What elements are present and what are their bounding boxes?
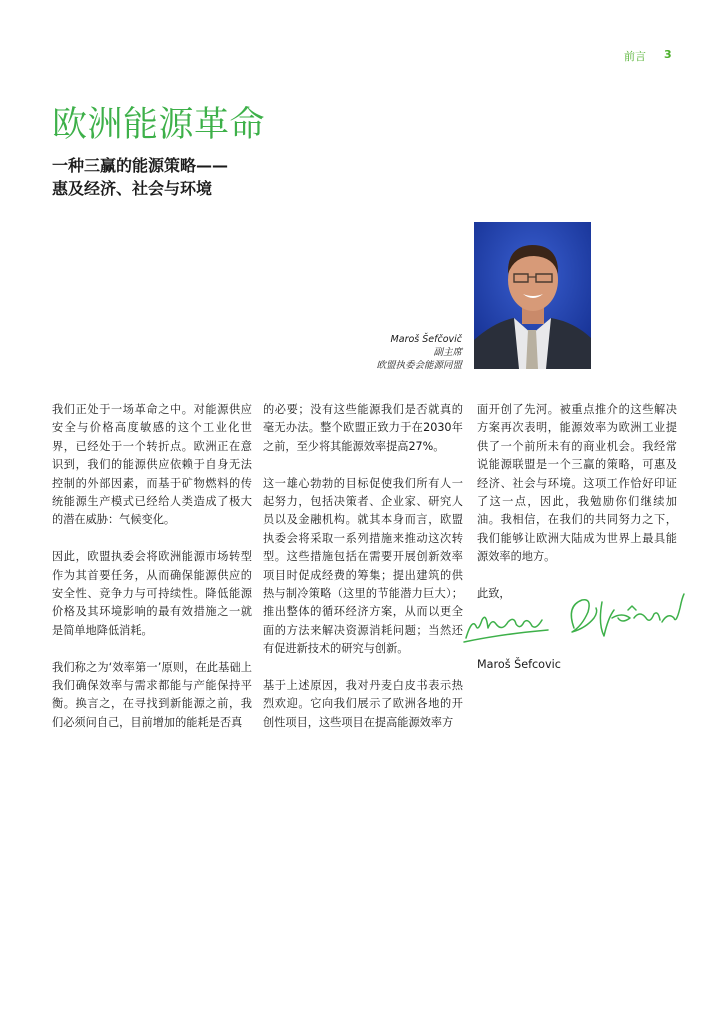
body-column-1 [52, 401, 252, 751]
subtitle-line: 惠及经济、社会与环境 [52, 179, 213, 198]
paragraph: 我们称之为‘效率第一’原则，在此基础上我们确保效率与需求都能与产能保持平衡。换言之，在寻找到新能源之前，我们必须问自己，目前增加的能耗是否真 [52, 660, 252, 729]
caption-role: 副主席 [433, 347, 462, 358]
section-label: 前言 [624, 50, 646, 63]
subtitle-line: 一种三赢的能源策略—— [52, 156, 229, 175]
body-column-2 [263, 401, 463, 751]
paragraph: 面开创了先河。被重点推介的这些解决方案再次表明，能源效率为欧洲工业提供了一个前所未有的商业机会。我经常说能源联盟是一个三赢的策略，可惠及经济、社会与环境。这项工作恰好印证了这一点，因此，我勉励你们继续加油。我相信，在我们的共同努力之下，我们能够让欧洲大陆成为世界上最具能源效率的地方。 [477, 403, 677, 564]
signature-name: Maroš Šefcovic [477, 658, 561, 671]
handwritten-signature [462, 588, 694, 648]
caption-org: 欧盟执委会能源同盟 [376, 360, 462, 371]
paragraph: 我们正处于一场革命之中。对能源供应安全与价格高度敏感的这个工业化世界，已经处于一个转折点。欧洲正在意识到，我们的能源供应依赖于自身无法控制的外部因素，而基于矿物燃料的传统能源生产模式已经给人类造成了极大的潜在威胁：气候变化。 [52, 403, 252, 527]
page-title: 欧洲能源革命 [52, 105, 266, 145]
paragraph: 这一雄心勃勃的目标促使我们所有人一起努力，包括决策者、企业家、研究人员以及金融机构。就其本身而言，欧盟执委会将采取一系列措施来推动这次转型。这些措施包括在需要开展创新效率项目时促成经费的筹集；提出建筑的供热与制冷策略（这里的节能潜力巨大）；推出整体的循环经济方案，从而以更全面的方法来解决资源消耗问题；当然还有促进新技术的研究与创新。 [263, 476, 463, 656]
photo-caption [300, 333, 462, 372]
paragraph: 的必要；没有这些能源我们是否就真的毫无办法。整个欧盟正致力于在2030年之前，至少将其能源效率提高27%。 [263, 403, 463, 453]
page-subtitle [52, 154, 228, 200]
portrait-photo [474, 222, 591, 369]
paragraph: 因此，欧盟执委会将欧洲能源市场转型作为其首要任务，从而确保能源供应的安全性、竞争力与可持续性。降低能源价格及其环境影响的最有效措施之一就是简单地降低消耗。 [52, 550, 252, 637]
paragraph: 基于上述原因，我对丹麦白皮书表示热烈欢迎。它向我们展示了欧洲各地的开创性项目，这些项目在提高能源效率方 [263, 679, 463, 729]
caption-name: Maroš Šefčovič [390, 334, 462, 345]
paragraph: 此致， [477, 587, 511, 601]
page-number: 3 [664, 48, 672, 61]
